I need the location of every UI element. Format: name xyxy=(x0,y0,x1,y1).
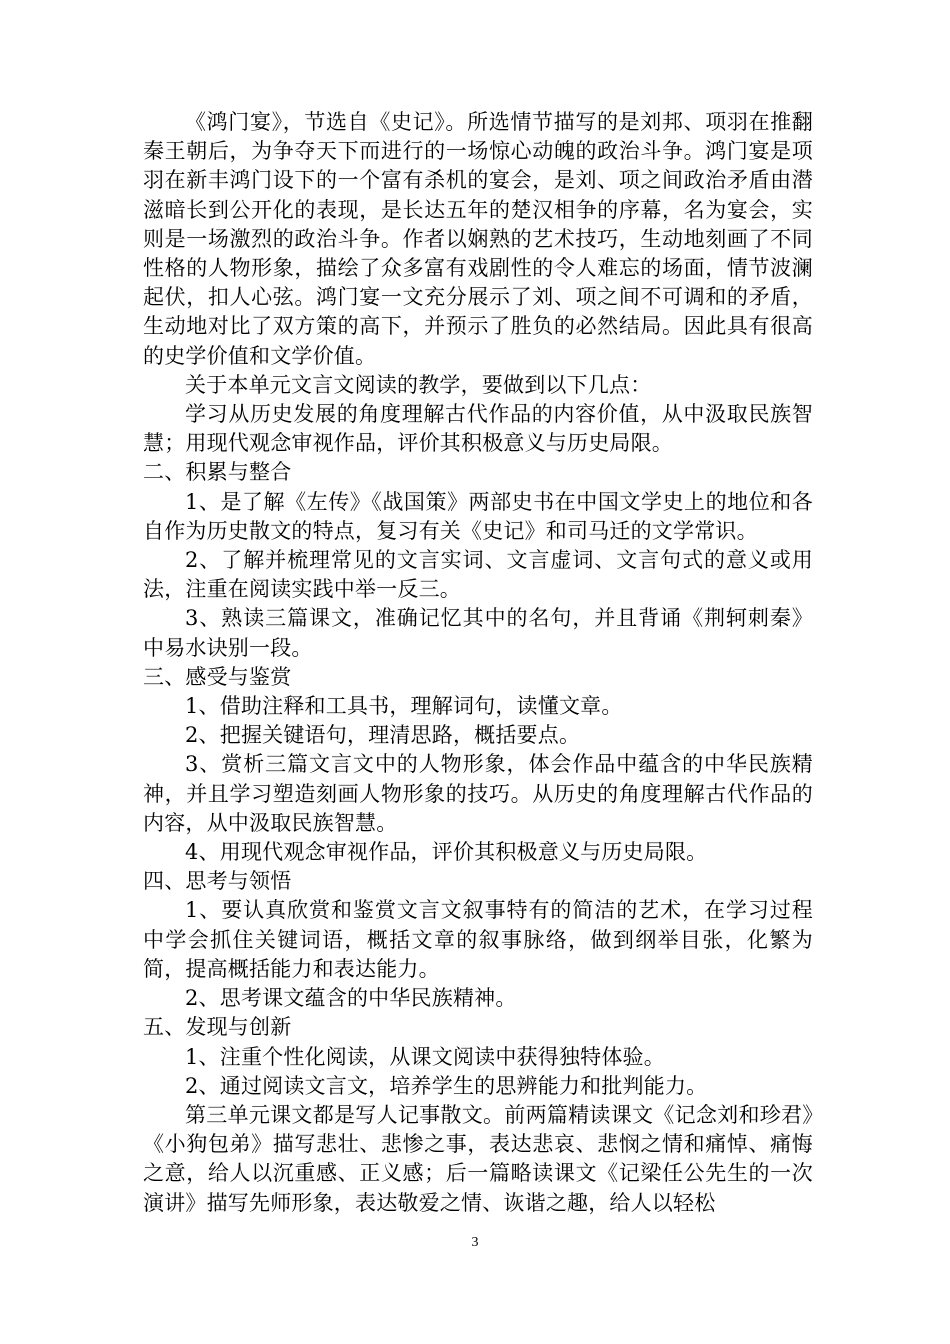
document-body xyxy=(143,108,813,1218)
paragraph: 学习从历史发展的角度理解古代作品的内容价值，从中汲取民族智慧；用现代观念审视作品，评价其积极意义与历史局限。 xyxy=(143,402,813,456)
paragraph: 1、借助注释和工具书，理解词句，读懂文章。 xyxy=(185,694,623,719)
paragraph: 1、要认真欣赏和鉴赏文言文叙事特有的简洁的艺术，在学习过程中学会抓住关键词语，概括文章的叙事脉络，做到纲举目张，化繁为简，提高概括能力和表达能力。 xyxy=(143,898,813,981)
section-heading: 四、思考与领悟 xyxy=(143,869,292,894)
paragraph: 3、赏析三篇文言文中的人物形象，体会作品中蕴含的中华民族精神，并且学习塑造刻画人物形象的技巧。从历史的角度理解古代作品的内容，从中汲取民族智慧。 xyxy=(143,752,813,835)
paragraph: 4、用现代观念审视作品，评价其积极意义与历史局限。 xyxy=(185,840,708,865)
section-heading: 三、感受与鉴赏 xyxy=(143,664,292,689)
paragraph: 2、通过阅读文言文，培养学生的思辨能力和批判能力。 xyxy=(185,1073,708,1098)
section-heading: 五、发现与创新 xyxy=(143,1015,292,1040)
paragraph: 1、注重个性化阅读，从课文阅读中获得独特体验。 xyxy=(185,1044,665,1069)
paragraph: 《鸿门宴》，节选自《史记》。所选情节描写的是刘邦、项羽在推翻秦王朝后，为争夺天下而进行的一场惊心动魄的政治斗争。鸿门宴是项羽在新丰鸿门设下的一个富有杀机的宴会，是刘、项之间政治矛盾由潜滋暗长到公开化的表现，是长达五年的楚汉相争的序幕，名为宴会，实则是一场激烈的政治斗争。作者以娴熟的艺术技巧，生动地刻画了不同性格的人物形象，描绘了众多富有戏剧性的令人难忘的场面，情节波澜起伏，扣人心弦。鸿门宴一文充分展示了刘、项之间不可调和的矛盾，生动地对比了双方策的高下，并预示了胜负的必然结局。因此具有很高的史学价值和文学价值。 xyxy=(143,110,813,368)
paragraph: 1、是了解《左传》《战国策》两部史书在中国文学史上的地位和各自作为历史散文的特点，复习有关《史记》和司马迁的文学常识。 xyxy=(143,489,813,543)
paragraph: 关于本单元文言文阅读的教学，要做到以下几点： xyxy=(185,372,652,397)
paragraph: 2、把握关键语句，理清思路，概括要点。 xyxy=(185,723,581,748)
paragraph: 第三单元课文都是写人记事散文。前两篇精读课文《记念刘和珍君》《小狗包弟》描写悲壮、悲惨之事，表达悲哀、悲悯之情和痛悼、痛悔之意，给人以沉重感、正义感；后一篇略读课文《记梁任公先生的一次演讲》描写先师形象，表达敬爱之情、诙谐之趣，给人以轻松 xyxy=(143,1102,813,1215)
paragraph: 2、了解并梳理常见的文言实词、文言虚词、文言句式的意义或用法，注重在阅读实践中举一反三。 xyxy=(143,548,813,602)
section-heading: 二、积累与整合 xyxy=(143,460,292,485)
paragraph: 3、熟读三篇课文，准确记忆其中的名句，并且背诵《荆轲刺秦》中易水诀别一段。 xyxy=(143,606,813,660)
paragraph: 2、思考课文蕴含的中华民族精神。 xyxy=(185,986,517,1011)
page-number: 3 xyxy=(471,1235,479,1250)
